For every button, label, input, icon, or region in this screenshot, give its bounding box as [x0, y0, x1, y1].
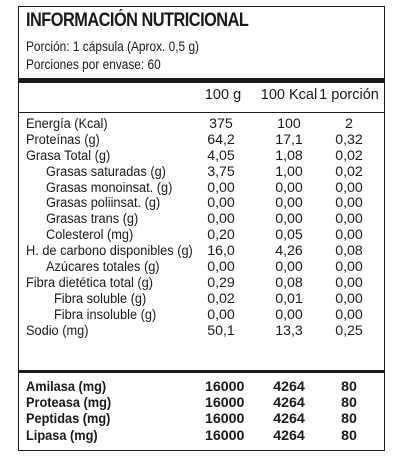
value-per-serving: 80	[341, 411, 357, 428]
value-per-100kcal: 0,01	[275, 290, 303, 307]
nutrient-row	[19, 181, 384, 197]
value-per-serving: 80	[341, 379, 357, 395]
value-per-serving: 0,00	[335, 290, 363, 307]
value-per-100g: 3,75	[207, 163, 235, 180]
thick-divider	[19, 78, 384, 83]
nutrient-name: Energía (Kcal)	[26, 116, 108, 132]
value-per-100kcal: 100	[277, 116, 301, 132]
value-per-serving: 0,00	[335, 179, 363, 196]
value-per-100g: 16000	[205, 427, 245, 444]
value-per-100kcal: 4264	[273, 395, 305, 412]
nutrient-name: Fibra dietética total (g)	[26, 274, 154, 291]
nutrient-name: Azúcares totales (g)	[46, 259, 160, 276]
nutrient-name: Grasas trans (g)	[46, 211, 139, 228]
nutrient-row	[19, 196, 384, 212]
value-per-100kcal: 0,05	[275, 227, 303, 244]
nutrient-rows	[19, 117, 384, 339]
value-per-serving: 2	[345, 116, 353, 132]
nutrient-row	[19, 212, 384, 228]
value-per-serving: 0,00	[335, 274, 363, 291]
value-per-100kcal: 0,00	[275, 306, 303, 323]
value-per-serving: 0,00	[335, 195, 363, 212]
enzyme-row	[19, 428, 384, 444]
value-per-100g: 16000	[205, 379, 245, 395]
value-per-100kcal: 0,00	[275, 179, 303, 196]
enzyme-row	[19, 411, 384, 427]
value-per-serving: 0,00	[335, 306, 363, 323]
value-per-100kcal: 4264	[273, 411, 305, 428]
nutrient-row	[19, 308, 384, 324]
value-per-100g: 0,00	[207, 195, 235, 212]
value-per-100kcal: 13,3	[275, 322, 303, 339]
value-per-100g: 0,00	[207, 259, 235, 276]
value-per-100kcal: 1,08	[275, 147, 303, 164]
serving-size: Porción: 1 cápsula (Aprox. 0,5 g)	[26, 39, 200, 54]
column-header-per-serving: 1 porción	[319, 87, 379, 103]
nutrient-name: Colesterol (mg)	[46, 227, 134, 244]
value-per-100g: 16,0	[207, 243, 235, 260]
value-per-100g: 64,2	[207, 131, 235, 148]
nutrient-name: Proteasa (mg)	[26, 395, 112, 412]
enzyme-row	[19, 395, 384, 411]
nutrient-name: Amilasa (mg)	[26, 379, 107, 395]
value-per-100kcal: 4264	[273, 427, 305, 444]
value-per-100g: 16000	[205, 395, 245, 412]
nutrient-name: H. de carbono disponibles (g)	[26, 243, 193, 260]
nutrient-name: Grasas poliinsat. (g)	[46, 195, 161, 212]
nutrient-row	[19, 117, 384, 133]
nutrient-row	[19, 133, 384, 149]
section-divider	[19, 370, 384, 373]
value-per-100g: 16000	[205, 411, 245, 428]
nutrient-name: Peptidas (mg)	[26, 411, 111, 428]
value-per-100g: 4,05	[207, 147, 235, 164]
value-per-serving: 0,02	[335, 163, 363, 180]
servings-per-container: Porciones por envase: 60	[26, 57, 161, 72]
nutrient-row	[19, 292, 384, 308]
nutrient-name: Fibra insoluble (g)	[54, 306, 157, 323]
nutrient-name: Grasas monoinsat. (g)	[46, 179, 173, 196]
value-per-serving: 80	[341, 395, 357, 412]
enzyme-row	[19, 379, 384, 395]
nutrient-row	[19, 228, 384, 244]
value-per-100kcal: 0,00	[275, 195, 303, 212]
label-title: INFORMACIÓN NUTRICIONAL	[26, 10, 249, 31]
value-per-100kcal: 17,1	[275, 131, 303, 148]
column-header-100kcal: 100 Kcal	[260, 87, 318, 103]
nutrient-row	[19, 244, 384, 260]
value-per-100g: 50,1	[207, 322, 235, 339]
nutrient-row	[19, 149, 384, 165]
nutrient-name: Grasa Total (g)	[26, 147, 111, 164]
value-per-100g: 0,00	[207, 211, 235, 228]
nutrient-name: Proteínas (g)	[26, 131, 100, 148]
value-per-100g: 375	[209, 116, 233, 132]
value-per-serving: 0,00	[335, 259, 363, 276]
value-per-100kcal: 0,00	[275, 211, 303, 228]
value-per-100g: 0,20	[207, 227, 235, 244]
value-per-serving: 0,02	[335, 147, 363, 164]
column-header-100g: 100 g	[204, 87, 242, 103]
enzyme-rows	[19, 379, 384, 444]
value-per-serving: 0,25	[335, 322, 363, 339]
value-per-100kcal: 0,08	[275, 274, 303, 291]
value-per-serving: 0,32	[335, 131, 363, 148]
nutrient-name: Lipasa (mg)	[26, 427, 98, 444]
value-per-100g: 0,29	[207, 274, 235, 291]
nutrient-name: Sodio (mg)	[26, 322, 89, 339]
nutrient-row	[19, 260, 384, 276]
value-per-100kcal: 1,00	[275, 163, 303, 180]
nutrient-name: Fibra soluble (g)	[54, 290, 147, 307]
nutrient-name: Grasas saturadas (g)	[46, 163, 166, 180]
value-per-100g: 0,00	[207, 179, 235, 196]
column-header-row	[19, 87, 384, 107]
thin-divider	[19, 112, 384, 113]
value-per-serving: 0,00	[335, 211, 363, 228]
nutrient-row	[19, 276, 384, 292]
value-per-100kcal: 0,00	[275, 259, 303, 276]
nutrient-row	[19, 165, 384, 181]
nutrient-row	[19, 324, 384, 340]
value-per-serving: 0,00	[335, 227, 363, 244]
value-per-100g: 0,02	[207, 290, 235, 307]
value-per-100kcal: 4,26	[275, 243, 303, 260]
value-per-100kcal: 4264	[273, 379, 305, 395]
value-per-serving: 0,08	[335, 243, 363, 260]
nutrition-facts-label	[18, 6, 385, 451]
value-per-100g: 0,00	[207, 306, 235, 323]
value-per-serving: 80	[341, 427, 357, 444]
